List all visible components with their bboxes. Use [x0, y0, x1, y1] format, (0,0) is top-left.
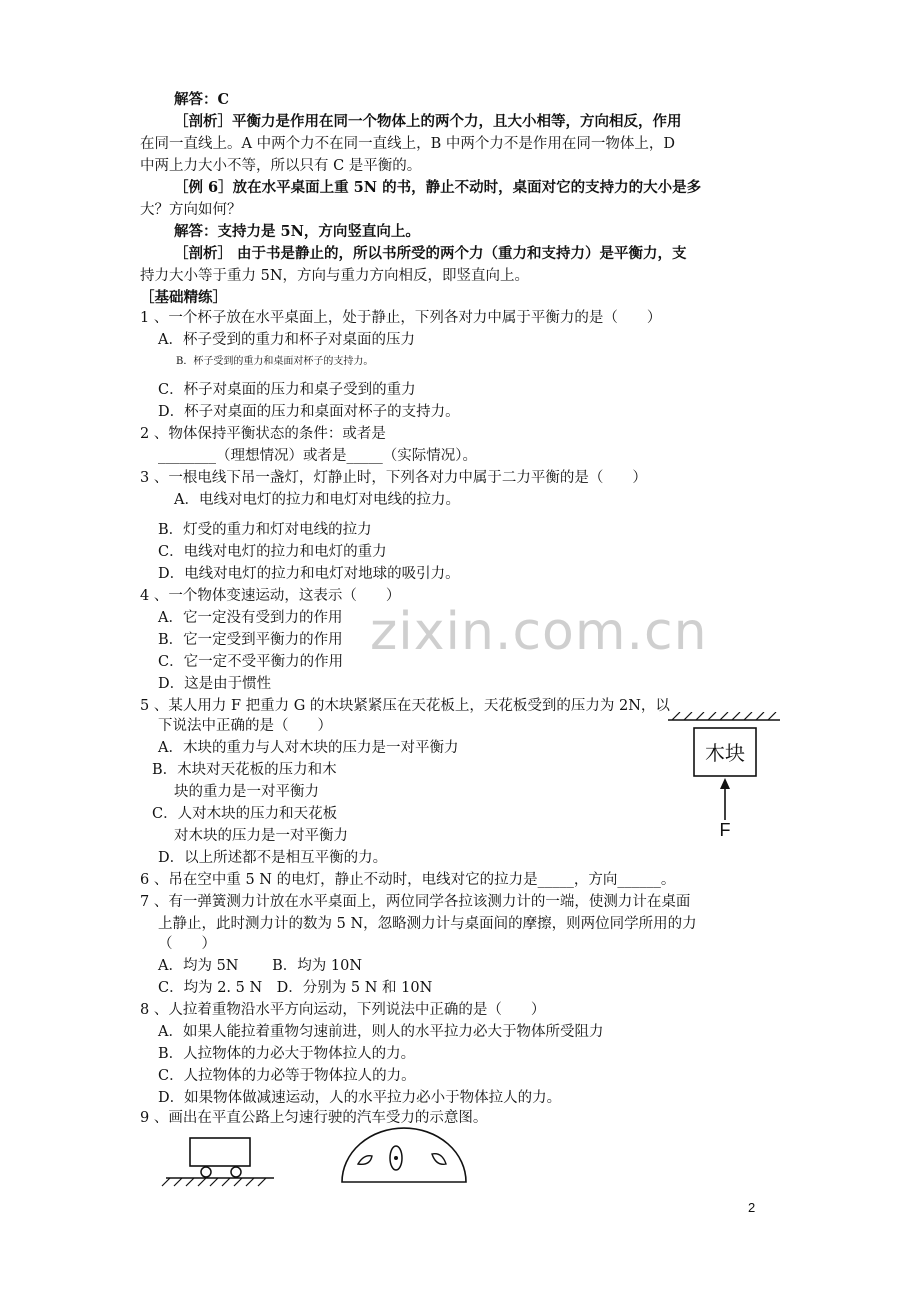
- text-line: D．这是由于惯性: [158, 676, 272, 692]
- text-line: B．它一定受到平衡力的作用: [158, 632, 343, 648]
- text-line: 下说法中正确的是（ ）: [158, 718, 332, 734]
- block-label: 木块: [705, 741, 745, 765]
- text-line: C．人对木块的压力和天花板: [152, 806, 338, 822]
- text-line: D．电线对电灯的拉力和电灯对地球的吸引力。: [158, 566, 460, 582]
- text-line: 中两上力大小不等，所以只有 C 是平衡的。: [140, 158, 422, 174]
- watermark: zixin.com.cn: [370, 602, 708, 662]
- text-line: A．木块的重力与人对木块的压力是一对平衡力: [158, 740, 459, 756]
- text-line: ________（理想情况）或者是_____（实际情况）。: [158, 448, 477, 464]
- car-on-road-figure: [158, 1132, 298, 1192]
- block-ceiling-figure: [664, 712, 794, 842]
- text-line: B．木块对天花板的压力和木: [152, 762, 337, 778]
- text-line: 上静止，此时测力计的数为 5 N，忽略测力计与桌面间的摩擦，则两位同学所用的力: [158, 916, 697, 932]
- text-line: C．电线对电灯的拉力和电灯的重力: [158, 544, 387, 560]
- text-line: D．以上所述都不是相互平衡的力。: [158, 850, 388, 866]
- text-line: 1 、一个杯子放在水平桌面上，处于静止，下列各对力中属于平衡力的是（ ）: [140, 310, 662, 326]
- text-line: C．杯子对桌面的压力和桌子受到的重力: [158, 382, 416, 398]
- text-line: C．均为 2. 5 N D．分别为 5 N 和 10N: [158, 980, 433, 996]
- text-line: 2 、物体保持平衡状态的条件：或者是: [140, 426, 386, 442]
- text-line: A．均为 5N B．均为 10N: [158, 958, 363, 974]
- text-line: B．灯受的重力和灯对电线的拉力: [158, 522, 372, 538]
- text-line: C．人拉物体的力必等于物体拉人的力。: [158, 1068, 416, 1084]
- text-line: 9 、画出在平直公路上匀速行驶的汽车受力的示意图。: [140, 1110, 488, 1126]
- text-line: 4 、一个物体变速运动，这表示（ ）: [140, 588, 401, 604]
- text-line: ［基础精练］: [140, 289, 227, 306]
- text-line: A．电线对电灯的拉力和电灯对电线的拉力。: [174, 492, 460, 508]
- text-line: ［剖析］ 由于书是静止的，所以书所受的两个力（重力和支持力）是平衡力，支: [174, 245, 687, 262]
- text-line: 3 、一根电线下吊一盏灯，灯静止时，下列各对力中属于二力平衡的是（ ）: [140, 470, 647, 486]
- text-line: 大？方向如何？: [140, 202, 242, 218]
- text-line: 8 、人拉着重物沿水平方向运动，下列说法中正确的是（ ）: [140, 1002, 546, 1018]
- text-line: 5 、某人用力 F 把重力 G 的木块紧紧压在天花板上，天花板受到的压力为 2N，以: [140, 698, 670, 714]
- text-line: B．杯子受到的重力和桌面对杯子的支持力。: [176, 356, 374, 367]
- text-line: 对木块的压力是一对平衡力: [174, 828, 348, 844]
- text-line: C．它一定不受平衡力的作用: [158, 654, 344, 670]
- text-line: ［剖析］平衡力是作用在同一个物体上的两个力，且大小相等，方向相反，作用: [174, 113, 682, 130]
- page-number: 2: [748, 1200, 756, 1215]
- text-line: 6 、吊在空中重 5 N 的电灯，静止不动时，电线对它的拉力是_____，方向______。: [140, 872, 676, 888]
- text-line: A．它一定没有受到力的作用: [158, 610, 343, 626]
- text-line: D．杯子对桌面的压力和桌面对杯子的支持力。: [158, 404, 460, 420]
- dome-figure: [336, 1124, 476, 1190]
- text-line: A．如果人能拉着重物匀速前进，则人的水平拉力必大于物体所受阻力: [158, 1024, 604, 1040]
- text-line: 持力大小等于重力 5N，方向与重力方向相反，即竖直向上。: [140, 268, 530, 284]
- text-line: 解答：支持力是 5N，方向竖直向上。: [174, 223, 420, 240]
- text-line: 7 、有一弹簧测力计放在水平桌面上，两位同学各拉该测力计的一端，使测力计在桌面: [140, 894, 691, 910]
- text-line: （ ）: [158, 936, 216, 952]
- text-line: D．如果物体做减速运动，人的水平拉力必小于物体拉人的力。: [158, 1090, 562, 1106]
- text-line: 在同一直线上。A 中两个力不在同一直线上，B 中两个力不是作用在同一物体上，D: [140, 136, 675, 152]
- text-line: B．人拉物体的力必大于物体拉人的力。: [158, 1046, 416, 1062]
- text-line: A．杯子受到的重力和杯子对桌面的压力: [158, 332, 415, 348]
- force-label: F: [719, 820, 731, 840]
- text-line: 解答：C: [174, 91, 230, 108]
- text-line: ［例 6］放在水平桌面上重 5N 的书，静止不动时，桌面对它的支持力的大小是多: [174, 179, 702, 196]
- text-line: 块的重力是一对平衡力: [174, 784, 319, 800]
